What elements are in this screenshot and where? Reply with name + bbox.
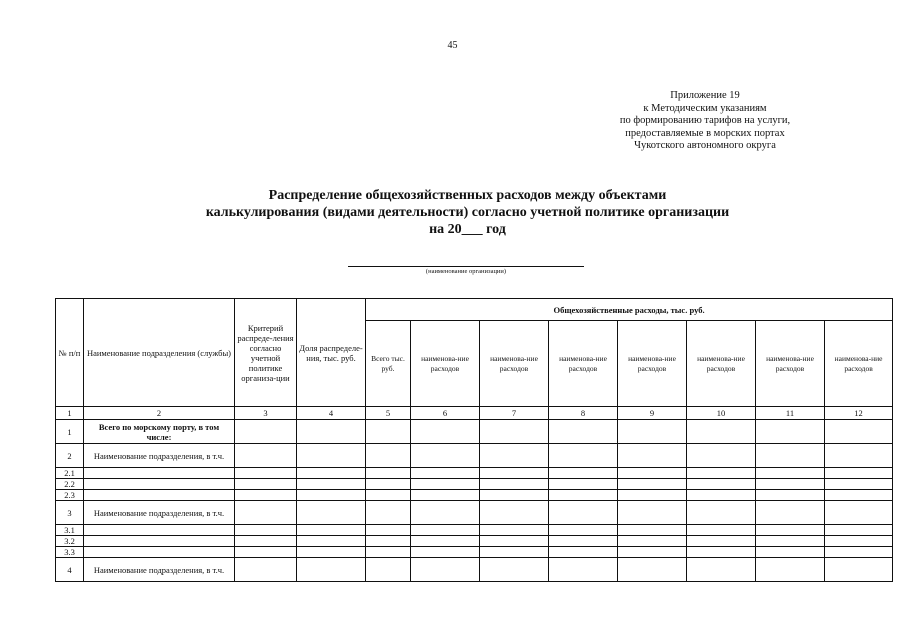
cell[interactable] — [297, 490, 366, 501]
cell[interactable] — [297, 547, 366, 558]
organization-name-line — [348, 266, 584, 267]
row-num: 3.3 — [56, 547, 84, 558]
table-row — [56, 525, 893, 536]
cell[interactable] — [687, 444, 756, 468]
header-name: Наименование подразделения (службы) — [84, 299, 235, 407]
cell[interactable] — [366, 536, 411, 547]
cell[interactable] — [480, 420, 549, 444]
title-line: Распределение общехозяйственных расходов между объектами — [268, 188, 667, 203]
cell[interactable] — [411, 468, 480, 479]
annex-line: к Методическим указаниям — [643, 102, 767, 114]
header-expense-name: наименова-ние расходов — [687, 321, 756, 407]
table-row — [56, 420, 893, 444]
annex-block — [585, 90, 825, 153]
column-number: 3 — [235, 407, 297, 420]
table-row — [56, 444, 893, 468]
column-number: 2 — [84, 407, 235, 420]
row-num: 3 — [56, 501, 84, 525]
row-name — [84, 468, 235, 479]
cell[interactable] — [549, 525, 618, 536]
cell[interactable] — [825, 501, 893, 525]
cell[interactable] — [411, 420, 480, 444]
cell[interactable] — [756, 479, 825, 490]
cell[interactable] — [366, 468, 411, 479]
table-row — [56, 468, 893, 479]
cell[interactable] — [549, 536, 618, 547]
cell[interactable] — [549, 479, 618, 490]
column-number: 6 — [411, 407, 480, 420]
cell[interactable] — [480, 444, 549, 468]
cell[interactable] — [756, 501, 825, 525]
cell[interactable] — [825, 468, 893, 479]
header-num: № п/п — [56, 299, 84, 407]
cell[interactable] — [480, 558, 549, 582]
cell[interactable] — [825, 490, 893, 501]
cell[interactable] — [618, 479, 687, 490]
cell[interactable] — [297, 444, 366, 468]
header-overhead-group: Общехозяйственные расходы, тыс. руб. — [366, 299, 893, 321]
cell[interactable] — [687, 501, 756, 525]
cell[interactable] — [549, 420, 618, 444]
row-name: Наименование подразделения, в т.ч. — [84, 444, 235, 468]
table-row — [56, 536, 893, 547]
cell[interactable] — [618, 525, 687, 536]
cell[interactable] — [235, 525, 297, 536]
row-name: Наименование подразделения, в т.ч. — [84, 558, 235, 582]
cell[interactable] — [411, 547, 480, 558]
cell[interactable] — [825, 444, 893, 468]
cell[interactable] — [297, 420, 366, 444]
row-name: Всего по морскому порту, в том числе: — [84, 420, 235, 444]
cell[interactable] — [618, 558, 687, 582]
cell[interactable] — [756, 420, 825, 444]
cell[interactable] — [297, 468, 366, 479]
cell[interactable] — [235, 490, 297, 501]
cell[interactable] — [235, 468, 297, 479]
expense-distribution-table — [55, 298, 893, 582]
column-number: 12 — [825, 407, 893, 420]
cell[interactable] — [687, 490, 756, 501]
annex-line: предоставляемые в морских портах — [625, 127, 785, 139]
cell[interactable] — [549, 468, 618, 479]
cell[interactable] — [235, 501, 297, 525]
cell[interactable] — [411, 490, 480, 501]
table-row — [56, 558, 893, 582]
header-expense-name: наименова-ние расходов — [480, 321, 549, 407]
annex-line: по формированию тарифов на услуги, — [619, 115, 791, 126]
cell[interactable] — [235, 444, 297, 468]
cell[interactable] — [235, 420, 297, 444]
row-num: 3.2 — [56, 536, 84, 547]
cell[interactable] — [756, 558, 825, 582]
cell[interactable] — [297, 536, 366, 547]
header-expense-name: наименова-ние расходов — [756, 321, 825, 407]
cell[interactable] — [480, 501, 549, 525]
document-title — [150, 187, 785, 238]
cell[interactable] — [825, 558, 893, 582]
page-number: 45 — [447, 40, 458, 51]
column-number: 4 — [297, 407, 366, 420]
row-num: 1 — [56, 420, 84, 444]
cell[interactable] — [235, 558, 297, 582]
row-num: 2 — [56, 444, 84, 468]
cell[interactable] — [480, 525, 549, 536]
organization-name-caption: (наименование организации) — [425, 268, 507, 275]
cell[interactable] — [480, 547, 549, 558]
cell[interactable] — [756, 490, 825, 501]
cell[interactable] — [687, 479, 756, 490]
cell[interactable] — [549, 444, 618, 468]
row-num: 4 — [56, 558, 84, 582]
cell[interactable] — [366, 479, 411, 490]
cell[interactable] — [297, 525, 366, 536]
cell[interactable] — [411, 444, 480, 468]
cell[interactable] — [411, 558, 480, 582]
cell[interactable] — [366, 420, 411, 444]
cell[interactable] — [549, 501, 618, 525]
cell[interactable] — [756, 525, 825, 536]
row-num: 2.1 — [56, 468, 84, 479]
cell[interactable] — [480, 468, 549, 479]
annex-line: Приложение 19 — [670, 90, 740, 101]
cell[interactable] — [235, 536, 297, 547]
cell[interactable] — [366, 558, 411, 582]
cell[interactable] — [411, 479, 480, 490]
column-number: 11 — [756, 407, 825, 420]
title-line: на 20___ год — [429, 222, 506, 237]
row-name — [84, 490, 235, 501]
column-number: 8 — [549, 407, 618, 420]
cell[interactable] — [618, 547, 687, 558]
cell[interactable] — [618, 420, 687, 444]
column-number-row — [56, 407, 893, 420]
cell[interactable] — [825, 525, 893, 536]
cell[interactable] — [480, 490, 549, 501]
column-number: 10 — [687, 407, 756, 420]
cell[interactable] — [297, 558, 366, 582]
header-share: Доля распределе-ния, тыс. руб. — [297, 299, 366, 407]
cell[interactable] — [297, 501, 366, 525]
row-name — [84, 525, 235, 536]
cell[interactable] — [756, 536, 825, 547]
cell[interactable] — [618, 536, 687, 547]
title-line: калькулирования (видами деятельности) согласно учетной политике организации — [205, 205, 730, 220]
cell[interactable] — [618, 468, 687, 479]
cell[interactable] — [235, 547, 297, 558]
column-number: 5 — [366, 407, 411, 420]
cell[interactable] — [756, 444, 825, 468]
header-criterion: Критерий распреде-ления согласно учетной политике организа-ции — [235, 299, 297, 407]
header-total: Всего тыс. руб. — [366, 321, 411, 407]
cell[interactable] — [480, 479, 549, 490]
cell[interactable] — [825, 547, 893, 558]
cell[interactable] — [687, 558, 756, 582]
row-name: Наименование подразделения, в т.ч. — [84, 501, 235, 525]
table-row — [56, 547, 893, 558]
cell[interactable] — [756, 468, 825, 479]
cell[interactable] — [366, 490, 411, 501]
cell[interactable] — [549, 558, 618, 582]
cell[interactable] — [825, 536, 893, 547]
cell[interactable] — [411, 536, 480, 547]
cell[interactable] — [549, 547, 618, 558]
column-number: 7 — [480, 407, 549, 420]
header-expense-name: наименова-ние расходов — [825, 321, 893, 407]
cell[interactable] — [756, 547, 825, 558]
annex-line: Чукотского автономного округа — [634, 140, 776, 151]
row-name — [84, 479, 235, 490]
cell[interactable] — [687, 468, 756, 479]
header-expense-name: наименова-ние расходов — [618, 321, 687, 407]
row-name — [84, 536, 235, 547]
cell[interactable] — [825, 420, 893, 444]
cell[interactable] — [297, 479, 366, 490]
cell[interactable] — [366, 444, 411, 468]
row-name — [84, 547, 235, 558]
cell[interactable] — [366, 525, 411, 536]
cell[interactable] — [687, 536, 756, 547]
header-expense-name: наименова-ние расходов — [549, 321, 618, 407]
cell[interactable] — [366, 547, 411, 558]
table-row — [56, 490, 893, 501]
cell[interactable] — [549, 490, 618, 501]
cell[interactable] — [480, 536, 549, 547]
cell[interactable] — [687, 420, 756, 444]
column-number: 9 — [618, 407, 687, 420]
cell[interactable] — [411, 501, 480, 525]
row-num: 3.1 — [56, 525, 84, 536]
header-expense-name: наименова-ние расходов — [411, 321, 480, 407]
row-num: 2.3 — [56, 490, 84, 501]
cell[interactable] — [411, 525, 480, 536]
cell[interactable] — [618, 501, 687, 525]
cell[interactable] — [825, 479, 893, 490]
table-row — [56, 479, 893, 490]
table-row — [56, 501, 893, 525]
cell[interactable] — [618, 490, 687, 501]
column-number: 1 — [56, 407, 84, 420]
cell[interactable] — [235, 479, 297, 490]
cell[interactable] — [687, 525, 756, 536]
cell[interactable] — [366, 501, 411, 525]
cell[interactable] — [687, 547, 756, 558]
cell[interactable] — [618, 444, 687, 468]
row-num: 2.2 — [56, 479, 84, 490]
